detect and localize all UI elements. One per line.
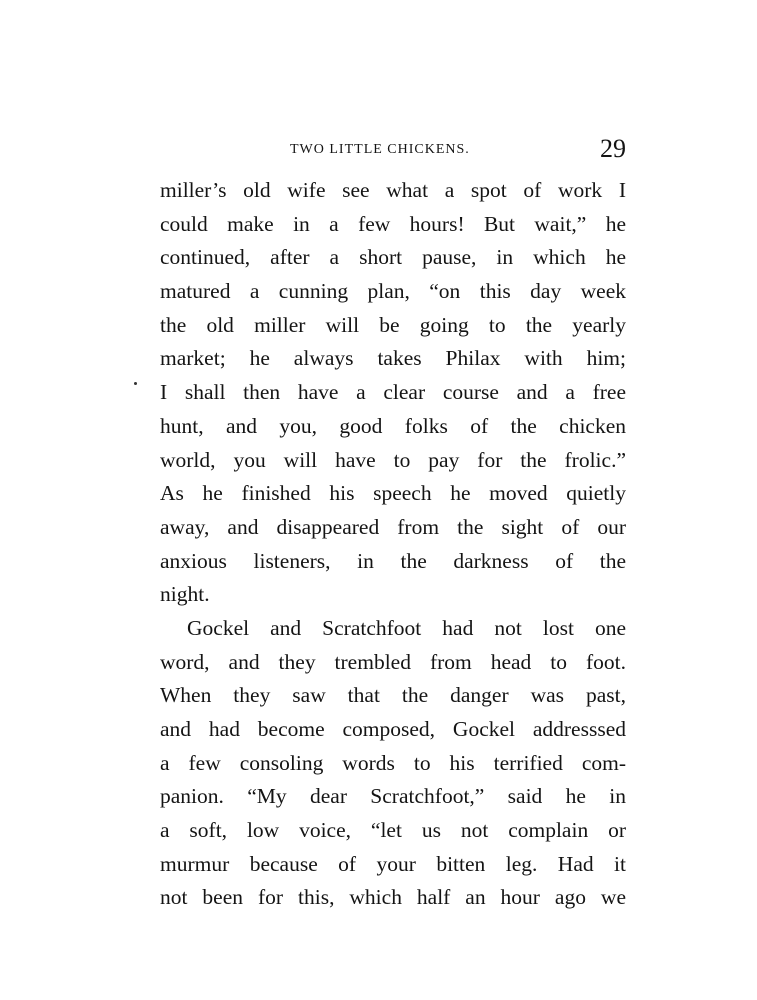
print-speck — [134, 382, 137, 385]
text-line: away, and disappeared from the sight of our — [160, 514, 626, 539]
text-line: a few consoling words to his terrified com- — [160, 750, 626, 775]
text-line: hunt, and you, good folks of the chicken — [160, 413, 626, 438]
text-line: and had become composed, Gockel addresssed — [160, 717, 626, 741]
running-head — [160, 136, 626, 166]
body-text — [160, 174, 626, 915]
text-line: As he finished his speech he moved quietly — [160, 481, 626, 506]
text-line: panion. “My dear Scratchfoot,” said he in — [160, 784, 626, 809]
running-title: TWO LITTLE CHICKENS. — [290, 142, 470, 157]
text-line: murmur because of your bitten leg. Had it — [160, 851, 626, 876]
text-line: could make in a few hours! But wait,” he — [160, 211, 626, 236]
paragraph-1 — [160, 174, 626, 612]
text-line: miller’s old wife see what a spot of work I — [160, 178, 626, 202]
text-line: When they saw that the danger was past, — [160, 683, 626, 708]
text-line: the old miller will be going to the yearly — [160, 312, 626, 337]
page-number: 29 — [600, 134, 626, 163]
text-line: Gockel and Scratchfoot had not lost one — [187, 615, 626, 640]
text-line: world, you will have to pay for the frolic.” — [160, 447, 626, 472]
text-line: not been for this, which half an hour ago we — [160, 885, 626, 910]
text-line: continued, after a short pause, in which he — [160, 245, 626, 270]
text-line: matured a cunning plan, “on this day week — [160, 279, 626, 304]
text-line: market; he always takes Philax with him; — [160, 346, 626, 371]
text-line: a soft, low voice, “let us not complain or — [160, 818, 626, 843]
text-line: I shall then have a clear course and a free — [160, 380, 626, 405]
text-line: night. — [160, 582, 210, 607]
text-line: anxious listeners, in the darkness of the — [160, 548, 626, 573]
text-line: word, and they trembled from head to foot. — [160, 649, 626, 674]
paragraph-2 — [160, 612, 626, 915]
